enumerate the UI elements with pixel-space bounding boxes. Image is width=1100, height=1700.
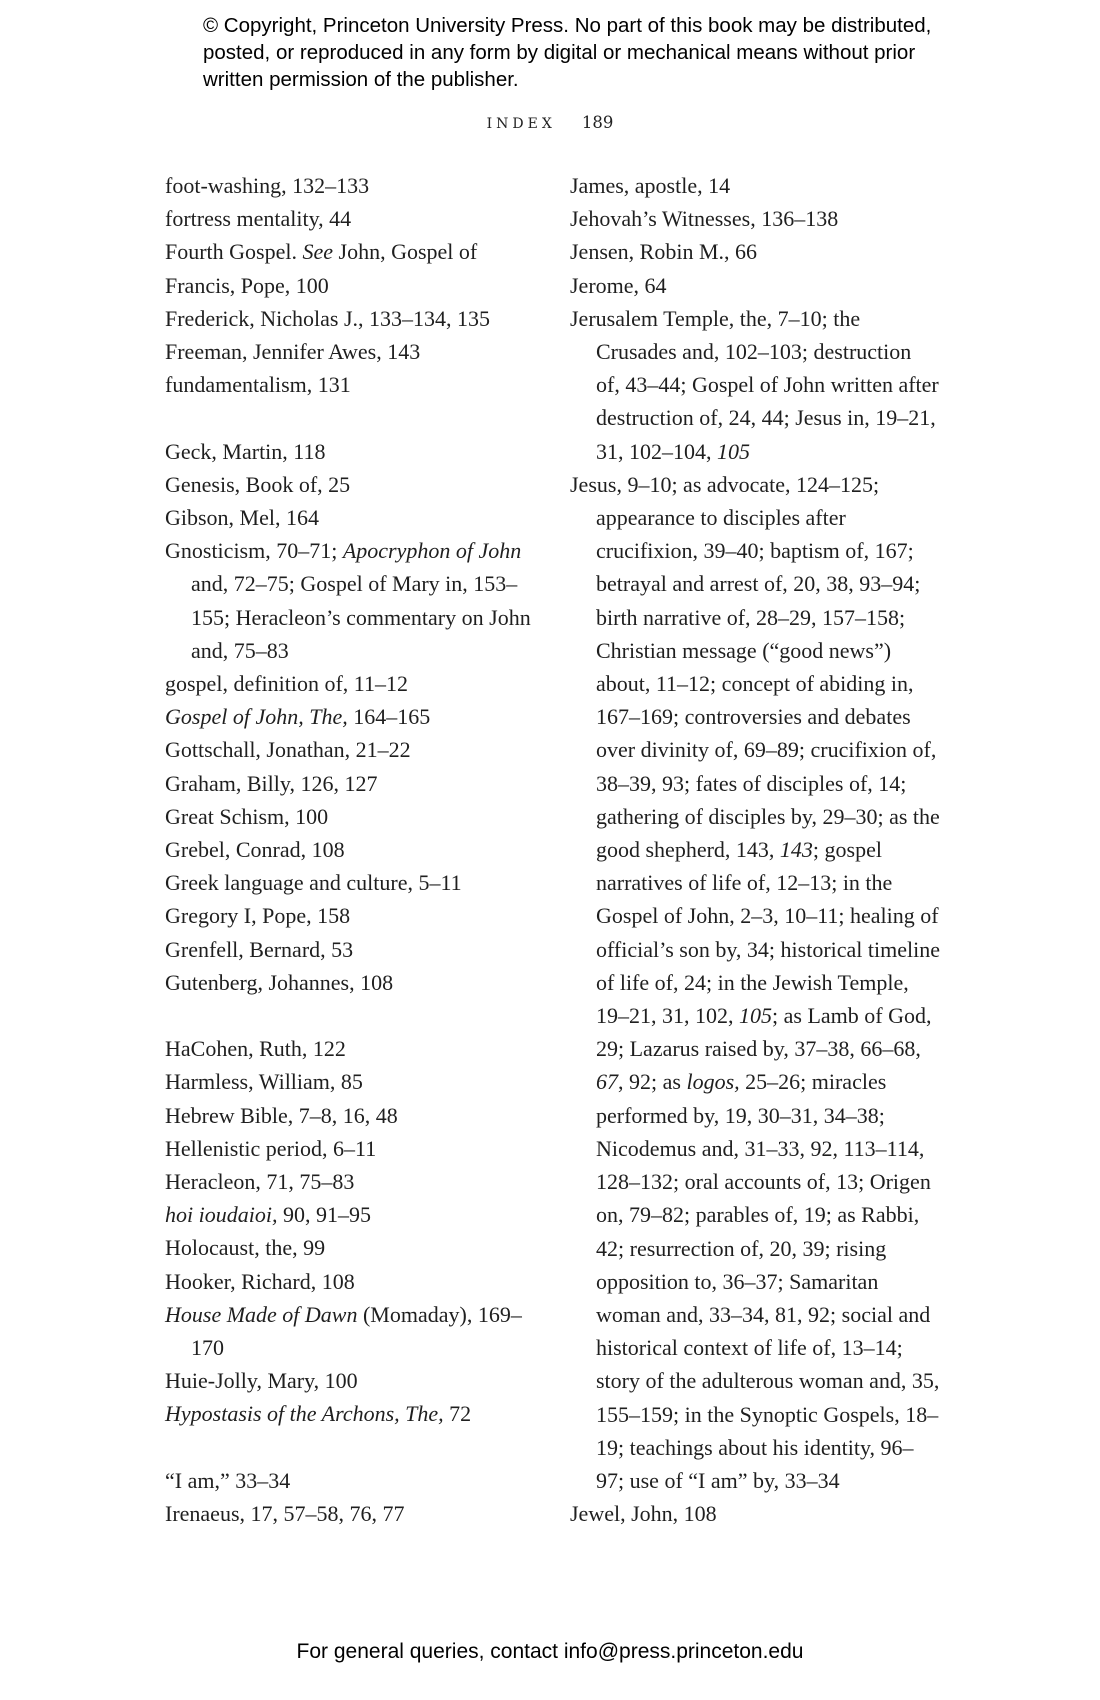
index-entry: foot-washing, 132–133 xyxy=(165,173,370,198)
index-entry: fundamentalism, 131 xyxy=(165,372,351,398)
index-entry: Hooker, Richard, 108 xyxy=(165,1268,355,1294)
index-entry: Hellenistic period, 6–11 xyxy=(165,1135,377,1161)
index-entry: Hypostasis of the Archons, The, 72 xyxy=(165,1401,472,1427)
index-entry: Geck, Martin, 118 xyxy=(165,438,326,464)
index-entry: Jerome, 64 xyxy=(570,272,667,298)
index-entry: Jehovah’s Witnesses, 136–138 xyxy=(570,206,839,232)
index-entry: Genesis, Book of, 25 xyxy=(165,471,351,497)
index-entry: Harmless, William, 85 xyxy=(165,1069,363,1095)
entry-group-gap xyxy=(165,999,535,1032)
index-entry: gospel, definition of, 11–12 xyxy=(165,671,408,697)
index-entry: Jensen, Robin M., 66 xyxy=(570,239,757,265)
index-entry: Freeman, Jennifer Awes, 143 xyxy=(165,339,421,365)
index-entry: Huie-Jolly, Mary, 100 xyxy=(165,1368,358,1394)
index-column-left xyxy=(165,169,535,1530)
entry-group-gap xyxy=(165,1431,535,1464)
running-header xyxy=(0,113,1100,132)
header-title: INDEX xyxy=(486,116,556,132)
index-entry: “I am,” 33–34 xyxy=(165,1467,291,1493)
index-entry: Frederick, Nicholas J., 133–134, 135 xyxy=(165,305,491,331)
index-entry: hoi ioudaioi, 90, 91–95 xyxy=(165,1202,371,1228)
index-entry: HaCohen, Ruth, 122 xyxy=(165,1036,346,1062)
index-entry: House Made of Dawn (Momaday), 169–170 xyxy=(165,1301,522,1361)
index-entry: fortress mentality, 44 xyxy=(165,206,352,232)
index-entry: Gottschall, Jonathan, 21–22 xyxy=(165,737,411,763)
index-entry: Heracleon, 71, 75–83 xyxy=(165,1169,355,1195)
index-entry: Greek language and culture, 5–11 xyxy=(165,870,462,896)
index-entry: Gutenberg, Johannes, 108 xyxy=(165,969,394,995)
page-number: 189 xyxy=(581,113,614,132)
index-entry: Jewel, John, 108 xyxy=(570,1501,717,1527)
index-entry: Fourth Gospel. See John, Gospel of xyxy=(165,239,478,265)
index-entry: Irenaeus, 17, 57–58, 76, 77 xyxy=(165,1501,405,1527)
index-entry: Gregory I, Pope, 158 xyxy=(165,903,351,929)
footer-contact: For general queries, contact info@press.princeton.edu xyxy=(296,1640,804,1663)
index-entry: Gnosticism, 70–71; Apocryphon of John and, 72–75; Gospel of Mary in, 153–155; Heracleon’s commentary on John and, 75–83 xyxy=(165,538,531,663)
index-entry: Jerusalem Temple, the, 7–10; the Crusades and, 102–103; destruction of, 43–44; Gospel of John written after destruction of, 24, 44; Jesus in, 19–21, 31, 102–104, 105 xyxy=(570,305,939,464)
index-entry: Grenfell, Bernard, 53 xyxy=(165,936,354,962)
copyright-notice: © Copyright, Princeton University Press. No part of this book may be distributed, posted, or reproduced in any form by digital or mechanical means without prior written permission of the publisher. xyxy=(203,14,932,91)
entry-group-gap xyxy=(165,401,535,434)
index-entry: Graham, Billy, 126, 127 xyxy=(165,770,378,796)
index-entry: Gibson, Mel, 164 xyxy=(165,505,319,531)
index-entry: Grebel, Conrad, 108 xyxy=(165,837,345,863)
index-entry: Hebrew Bible, 7–8, 16, 48 xyxy=(165,1102,398,1128)
index-entry: Great Schism, 100 xyxy=(165,803,329,829)
index-entry: James, apostle, 14 xyxy=(570,173,731,198)
index-entry: Gospel of John, The, 164–165 xyxy=(165,704,431,730)
index-entry: Jesus, 9–10; as advocate, 124–125; appearance to disciples after crucifixion, 39–40; baptism of, 167; betrayal and arrest of, 20, 38, 93–94; birth narrative of, 28–29, 157–158; Christian message (“good news”) about, 11–12; concept of abiding in, 167–169; controversies and debates over divinity of, 69–89; crucifixion of, 38–39, 93; fates of disciples of, 14; gathering of disciples by, 29–30; as the good shepherd, 143, 143; gospel narratives of life of, 12–13; in the Gospel of John, 2–3, 10–11; healing of official’s son by, 34; historical timeline of life of, 24; in the Jewish Temple, 19–21, 31, 102, 105; as Lamb of God, 29; Lazarus raised by, 37–38, 66–68, 67, 92; as logos, 25–26; miracles performed by, 19, 30–31, 34–38; Nicodemus and, 31–33, 92, 113–114, 128–132; oral accounts of, 13; Origen on, 79–82; parables of, 19; as Rabbi, 42; resurrection of, 20, 39; rising opposition to, 36–37; Samaritan woman and, 33–34, 81, 92; social and historical context of life of, 13–14; story of the adulterous woman and, 35, 155–159; in the Synoptic Gospels, 18–19; teachings about his identity, 96–97; use of “I am” by, 33–34 xyxy=(570,471,940,1493)
index-column-right xyxy=(570,169,940,1530)
index-entry: Francis, Pope, 100 xyxy=(165,272,329,298)
index-entry: Holocaust, the, 99 xyxy=(165,1235,326,1261)
